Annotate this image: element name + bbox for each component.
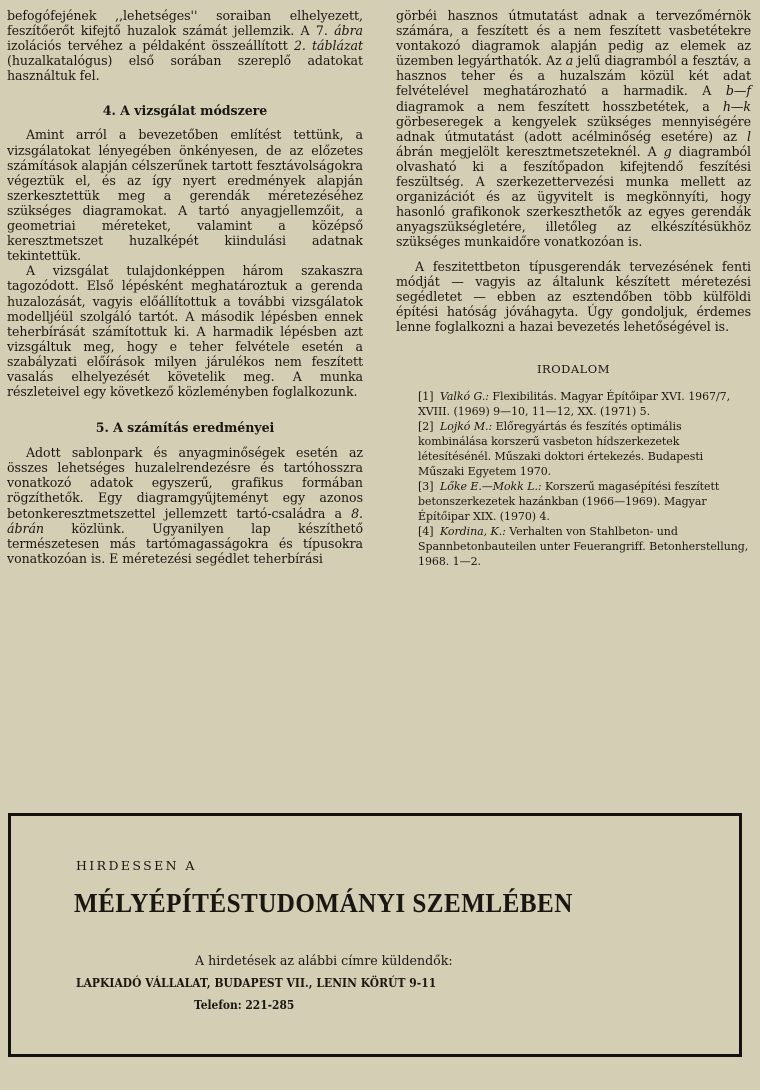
ad-kicker: HIRDESSEN A [76,858,197,873]
intro-paragraph: befogófejének ,,lehetséges'' soraiban elhelyezett, feszítőerőt kifejtő huzalok számát jellemzik. A 7. ábra izolációs tervéhez a példaként összeállított 2. táblázat (huzalkatalógus) első sorában szereplő adatokat használtuk fel. [7,8,364,84]
ad-instruction: A hirdetések az alábbi címre küldendők: [195,953,453,968]
ad-phone: Telefon: 221-285 [194,997,295,1012]
ad-address: LAPKIADÓ VÁLLALAT, BUDAPEST VII., LENIN KÖRÚT 9-11 [76,975,437,990]
reference-item: [4] Kordina, K.: Verhalten von Stahlbeton- und Spannbetonbauteilen unter Feuerangriff. Betonherstellung, 1968. 1—2. [418,525,749,569]
right-paragraph-2: A feszitettbeton típusgerendák tervezésének fenti módját — vagyis az általunk készített méretezési segédletet — ebben az esztendőben több külföldi építési hatóság jóváhagyta. Úgy gondoljuk, érdemes lenne foglalkozni a hazai bevezetés lehetőségével is. [396,258,751,334]
section-5-heading: 5. A számítás eredményei [95,420,275,436]
right-column [396,8,751,569]
section-4-paragraph-1: Amint arról a bevezetőben említést tettünk, a vizsgálatokat lényegében önkényesen, de az előzetes számítások alapján célszerűnek tartott fesztávolságokra végeztük el, és az így nyert eredmények alapján szerkesztettük meg a gerendák méretezéséhez szükséges diagramokat. A tartó anyagjellemzőit, a geometriai méreteket, valamint a középső keresztmetszet huzalképét kiindulási adatnak tekintettük. [7,127,363,264]
advertisement-box [8,813,742,1057]
reference-item: [3] Lőke E.—Mokk L.: Korszerű magasépítési feszített betonszerkezetek hazánkban (1966—1969). Magyar Építőipar XIX. (1970) 4. [418,480,720,524]
section-4-paragraph-2: A vizsgálat tulajdonképpen három szakaszra tagozódott. Első lépésként meghatároztuk a gerenda huzalozását, vagyis előállítottuk a további vizsgálatok modelljéül szolgáló tartót. A második lépésben ennek teherbírását számítottuk ki. A harmadik lépésben azt vizsgáltuk meg, hogy e teher felvétele esetén a szabályzati előírások milyen járulékos nem feszített vasalás elhelyezését követelik meg. A munka részleteivel egy következő közleményben foglalkozunk. [7,263,363,400]
references-list [396,389,751,569]
right-paragraph-1: görbéi hasznos útmutatást adnak a tervezőmérnök számára, a feszített és a nem feszített vasbetétekre vontakozó diagramok alapján pedig az elemek az üzemben legyárthatók. Az a jelű diagramból a fesztáv, a hasznos teher és a huzalszám közül két adat felvételével meghatározható a harmadik. A b—f diagramok a nem feszített hosszbetétek, a h—k görbeseregek a kengyelek szükséges mennyiségére adnak útmutatást (adott acélminőség esetére) az l ábrán megjelölt keresztmetszeteknél. A g diagramból olvasható ki a feszítőpadon kifejtendő feszítési feszültség. A szerkezettervezési munka mellett az organizációt és az ügyvitelt is megkönnyíti, hogy hasonló grafikonok szerkeszthetők az egyes gerendák anyagszükségletére, illetőleg az elkészítésükhöz szükséges munkaidőre vonatkozóan is. [396,8,752,250]
left-column [7,8,363,566]
ad-title: MÉLYÉPÍTÉSTUDOMÁNYI SZEMLÉBEN [74,888,573,918]
section-5-paragraph: Adott sablonpark és anyagminőségek esetén az összes lehetséges huzalelrendezésre és tartóhosszra vonatkozó adatok egyszerű, grafikus formában rögzíthetők. Egy diagramgyűjteményt egy azonos betonkeresztmetszettel jellemzett tartó-családra a 8. ábrán közlünk. Ugyanilyen lap készíthető természetesen más tartómagasságokra és típusokra vonatkozóan is. E méretezési segédlet teherbírási [7,445,363,566]
references-title: IRODALOM [537,361,610,376]
reference-item: [1] Valkó G.: Flexibilitás. Magyar Építőipar XVI. 1967/7, XVIII. (1969) 9—10, 11—12, XX. (1971) 5. [418,390,731,419]
section-4-heading: 4. A vizsgálat módszere [102,103,268,119]
reference-item: [2] Lojkó M.: Előregyártás és feszítés optimális kombinálása korszerű vasbeton hídszerkezetek létesítésénél. Műszaki doktori értekezés. Budapesti Műszaki Egyetem 1970. [418,420,704,479]
